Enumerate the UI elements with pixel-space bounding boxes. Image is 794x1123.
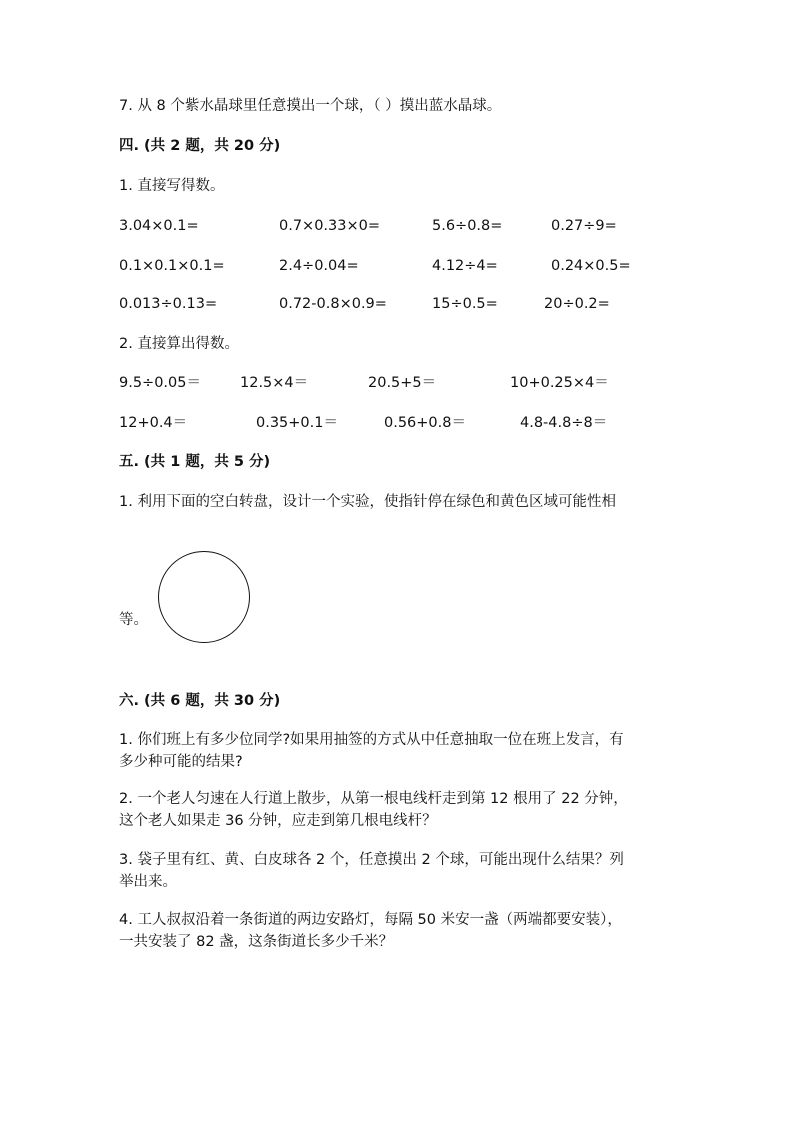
section-6-q3-line1: 3. 袋子里有红、黄、白皮球各 2 个，任意摸出 2 个球，可能出现什么结果？列 <box>119 852 624 868</box>
section-6-q1-line1: 1. 你们班上有多少位同学?如果用抽签的方式从中任意抽取一位在班上发言，有 <box>119 732 624 748</box>
calc-item: 0.35+0.1＝ <box>256 415 338 431</box>
section-4-q2: 2. 直接算出得数。 <box>119 336 239 352</box>
section-6-q1-line2: 多少种可能的结果? <box>119 754 243 770</box>
calc-item: 0.27÷9= <box>551 218 617 234</box>
question-7-previous: 7. 从 8 个紫水晶球里任意摸出一个球，（ ）摸出蓝水晶球。 <box>119 98 502 114</box>
section-6-q3-line2: 举出来。 <box>119 874 177 890</box>
calc-item: 4.12÷4= <box>432 258 498 274</box>
calc-item: 0.24×0.5= <box>551 258 631 274</box>
section-6-q4-line2: 一共安装了 82 盏，这条街道长多少千米？ <box>119 934 394 950</box>
calc-item: 12+0.4＝ <box>119 415 188 431</box>
calc-item: 9.5÷0.05＝ <box>119 375 201 391</box>
calc-item: 0.1×0.1×0.1= <box>119 258 225 274</box>
calc-item: 3.04×0.1= <box>119 218 199 234</box>
calc-item: 0.72-0.8×0.9= <box>279 296 387 312</box>
section-4-q1: 1. 直接写得数。 <box>119 178 225 194</box>
section-5-title: 五. (共 1 题，共 5 分) <box>119 454 271 470</box>
section-5-q1: 1. 利用下面的空白转盘，设计一个实验，使指针停在绿色和黄色区域可能性相 <box>119 494 616 510</box>
calc-item: 15÷0.5= <box>432 296 498 312</box>
calc-item: 0.7×0.33×0= <box>279 218 381 234</box>
blank-spinner-circle <box>158 551 250 643</box>
calc-item: 20÷0.2= <box>544 296 610 312</box>
section-6-q4-line1: 4. 工人叔叔沿着一条街道的两边安路灯，每隔 50 米安一盏（两端都要安装）， <box>119 912 622 928</box>
calc-item: 5.6÷0.8= <box>432 218 503 234</box>
calc-item: 10+0.25×4＝ <box>510 375 609 391</box>
calc-item: 0.013÷0.13= <box>119 296 218 312</box>
calc-item: 12.5×4＝ <box>240 375 309 391</box>
calc-item: 4.8-4.8÷8＝ <box>520 415 608 431</box>
section-6-q2-line1: 2. 一个老人匀速在人行道上散步，从第一根电线杆走到第 12 根用了 22 分钟， <box>119 791 628 807</box>
section-5-q1-tail: 等。 <box>119 612 148 628</box>
section-4-title: 四. (共 2 题，共 20 分) <box>119 138 281 154</box>
section-6-q2-line2: 这个老人如果走 36 分钟，应走到第几根电线杆？ <box>119 813 437 829</box>
calc-item: 20.5+5＝ <box>368 375 437 391</box>
calc-item: 2.4÷0.04= <box>279 258 359 274</box>
calc-item: 0.56+0.8＝ <box>384 415 466 431</box>
section-6-title: 六. (共 6 题，共 30 分) <box>119 693 281 709</box>
